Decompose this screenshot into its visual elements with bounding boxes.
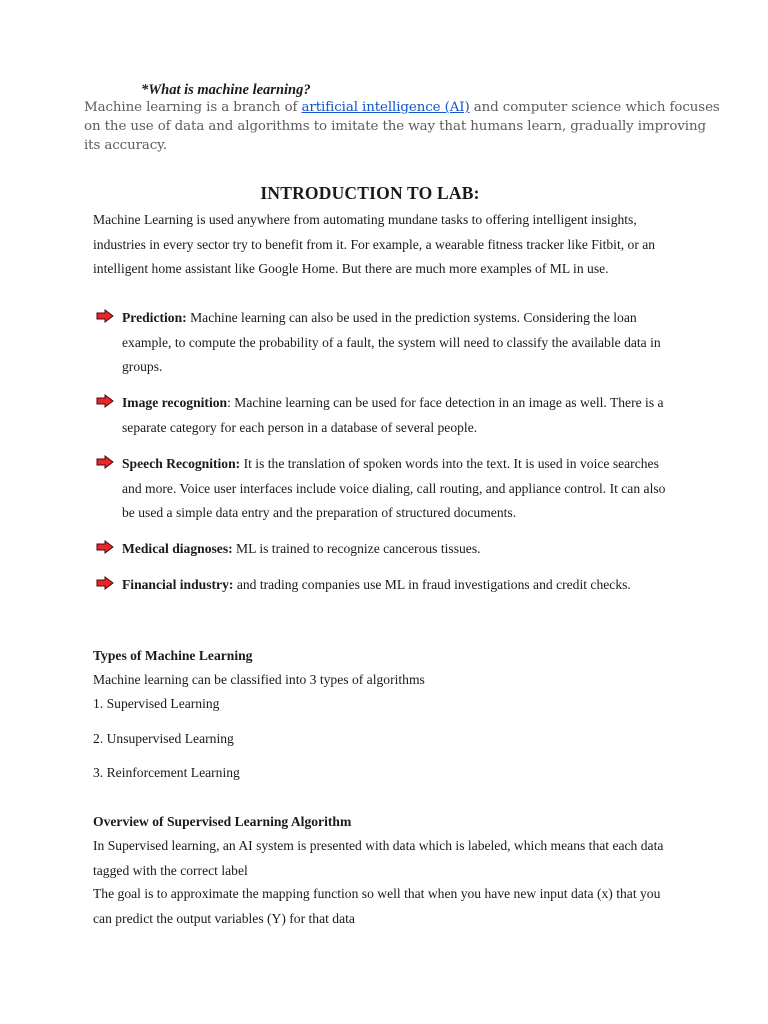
type-item-unsupervised: 2. Unsupervised Learning <box>93 731 234 746</box>
application-text: ML is trained to recognize cancerous tissues. <box>232 541 481 556</box>
application-label: Medical diagnoses: <box>122 541 233 556</box>
lab-heading: INTRODUCTION TO LAB: <box>260 183 480 203</box>
ml-definition-paragraph <box>84 98 724 155</box>
question-title: *What is machine learning? <box>141 82 311 98</box>
red-right-arrow-icon <box>96 576 114 590</box>
types-heading: Types of Machine Learning <box>93 648 253 663</box>
type-item-supervised: 1. Supervised Learning <box>93 696 220 711</box>
overview-paragraph-2: The goal is to approximate the mapping function so well that when you have new input data (x) that you can predict the output variables (Y) for that data <box>93 886 661 926</box>
application-label: Image recognition <box>122 395 228 410</box>
red-right-arrow-icon <box>96 394 114 408</box>
application-label: Speech Recognition: <box>122 456 241 471</box>
types-intro: Machine learning can be classified into 3 types of algorithms <box>93 672 425 687</box>
definition-text-start: Machine learning is a branch of <box>84 100 302 115</box>
red-right-arrow-icon <box>96 455 114 469</box>
application-text: Machine learning can also be used in the prediction systems. Considering the loan example, to compute the probability of a fault, the system will need to classify the available data in groups. <box>122 310 661 374</box>
application-label: Prediction: <box>122 310 187 325</box>
application-text: and trading companies use ML in fraud investigations and credit checks. <box>233 577 631 592</box>
overview-heading: Overview of Supervised Learning Algorithm <box>93 814 352 829</box>
red-right-arrow-icon <box>96 540 114 554</box>
application-text: It is the translation of spoken words into the text. It is used in voice searches and more. Voice user interfaces include voice dialing, call routing, and appliance control. It can also be used a simple data entry and the preparation of structured documents. <box>122 456 666 520</box>
application-label: Financial industry: <box>122 577 234 592</box>
application-text: : Machine learning can be used for face detection in an image as well. There is a separate category for each person in a database of several people. <box>122 395 664 435</box>
definition-text-end: and computer science which focuses on the use of data and algorithms to imitate the way that humans learn, gradually improving its accuracy. <box>84 100 720 153</box>
lab-paragraph: Machine Learning is used anywhere from automating mundane tasks to offering intelligent insights, industries in every sector try to benefit from it. For example, a wearable fitness tracker like Fitbit, or an intelligent home assistant like Google Home. But there are much more examples of ML in use. <box>93 212 656 276</box>
ai-link[interactable]: artificial intelligence (AI) <box>301 100 470 115</box>
overview-paragraph-1: In Supervised learning, an AI system is presented with data which is labeled, which means that each data tagged with the correct label <box>93 838 664 878</box>
type-item-reinforcement: 3. Reinforcement Learning <box>93 765 240 780</box>
red-right-arrow-icon <box>96 309 114 323</box>
